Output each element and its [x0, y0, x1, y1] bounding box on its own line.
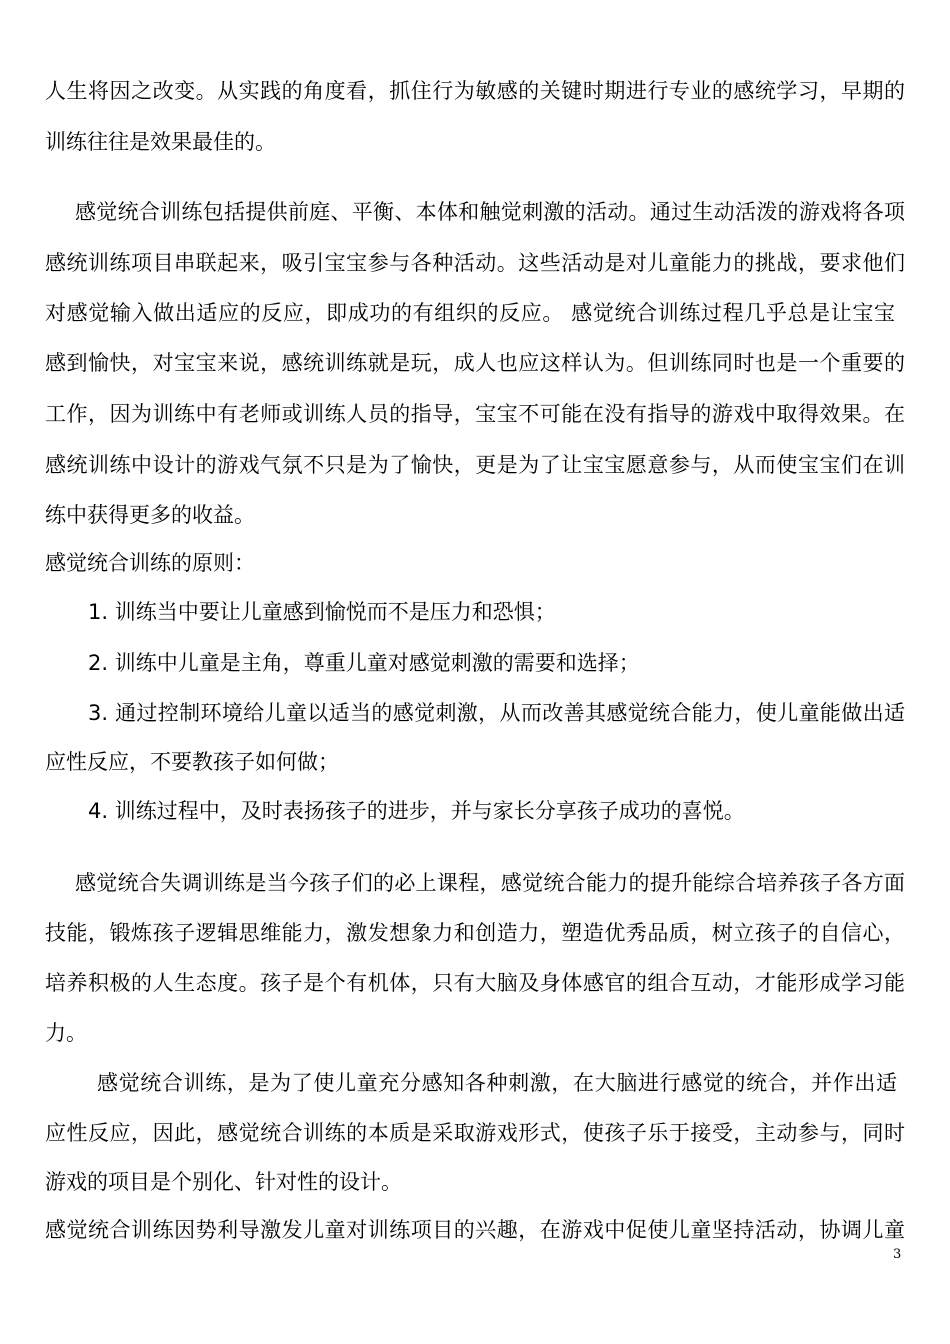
paragraph-3-line-1: 感觉统合失调训练是当今孩子们的必上课程，感觉统合能力的提升能综合培养孩子各方面: [75, 871, 905, 895]
paragraph-2-line-7: 练中获得更多的收益。: [45, 503, 255, 527]
principle-3-line-1: 3. 通过控制环境给儿童以适当的感觉刺激，从而改善其感觉统合能力，使儿童能做出适: [88, 701, 905, 725]
principle-1: 1. 训练当中要让儿童感到愉悦而不是压力和恐惧；: [88, 600, 556, 624]
paragraph-4-line-3: 游戏的项目是个别化、针对性的设计。: [45, 1170, 402, 1194]
paragraph-2-line-1: 感觉统合训练包括提供前庭、平衡、本体和触觉刺激的活动。通过生动活泼的游戏将各项: [75, 200, 905, 224]
paragraph-1-line-2: 训练往往是效果最佳的。: [45, 130, 276, 154]
paragraph-5-line-1: 感觉统合训练因势利导激发儿童对训练项目的兴趣，在游戏中促使儿童坚持活动，协调儿童: [45, 1218, 905, 1242]
paragraph-2-line-3: 对感觉输入做出适应的反应，即成功的有组织的反应。 感觉统合训练过程几乎总是让宝宝: [45, 301, 895, 325]
paragraph-1-line-1: 人生将因之改变。从实践的角度看，抓住行为敏感的关键时期进行专业的感统学习，早期的: [45, 79, 905, 103]
paragraph-4-line-1: 感觉统合训练，是为了使儿童充分感知各种刺激，在大脑进行感觉的统合，并作出适: [97, 1071, 897, 1095]
principle-2: 2. 训练中儿童是主角，尊重儿童对感觉刺激的需要和选择；: [88, 651, 640, 675]
principles-heading: 感觉统合训练的原则：: [45, 551, 255, 575]
paragraph-2-line-6: 感统训练中设计的游戏气氛不只是为了愉快，更是为了让宝宝愿意参与，从而使宝宝们在训: [45, 453, 905, 477]
principle-3-line-2: 应性反应，不要教孩子如何做；: [45, 750, 339, 774]
paragraph-3-line-4: 力。: [45, 1021, 87, 1045]
paragraph-2-line-5: 工作，因为训练中有老师或训练人员的指导，宝宝不可能在没有指导的游戏中取得效果。在: [45, 402, 905, 426]
page-number: 3: [893, 1247, 902, 1262]
paragraph-2-line-4: 感到愉快，对宝宝来说，感统训练就是玩，成人也应这样认为。但训练同时也是一个重要的: [45, 351, 905, 375]
principle-4: 4. 训练过程中，及时表扬孩子的进步，并与家长分享孩子成功的喜悦。: [88, 799, 745, 823]
paragraph-2-line-2: 感统训练项目串联起来，吸引宝宝参与各种活动。这些活动是对儿童能力的挑战，要求他们: [45, 251, 905, 275]
paragraph-4-line-2: 应性反应，因此，感觉统合训练的本质是采取游戏形式，使孩子乐于接受，主动参与，同时: [45, 1121, 905, 1145]
paragraph-3-line-3: 培养积极的人生态度。孩子是个有机体，只有大脑及身体感官的组合互动，才能形成学习能: [45, 971, 905, 995]
paragraph-3-line-2: 技能，锻炼孩子逻辑思维能力，激发想象力和创造力，塑造优秀品质，树立孩子的自信心，: [45, 921, 905, 945]
